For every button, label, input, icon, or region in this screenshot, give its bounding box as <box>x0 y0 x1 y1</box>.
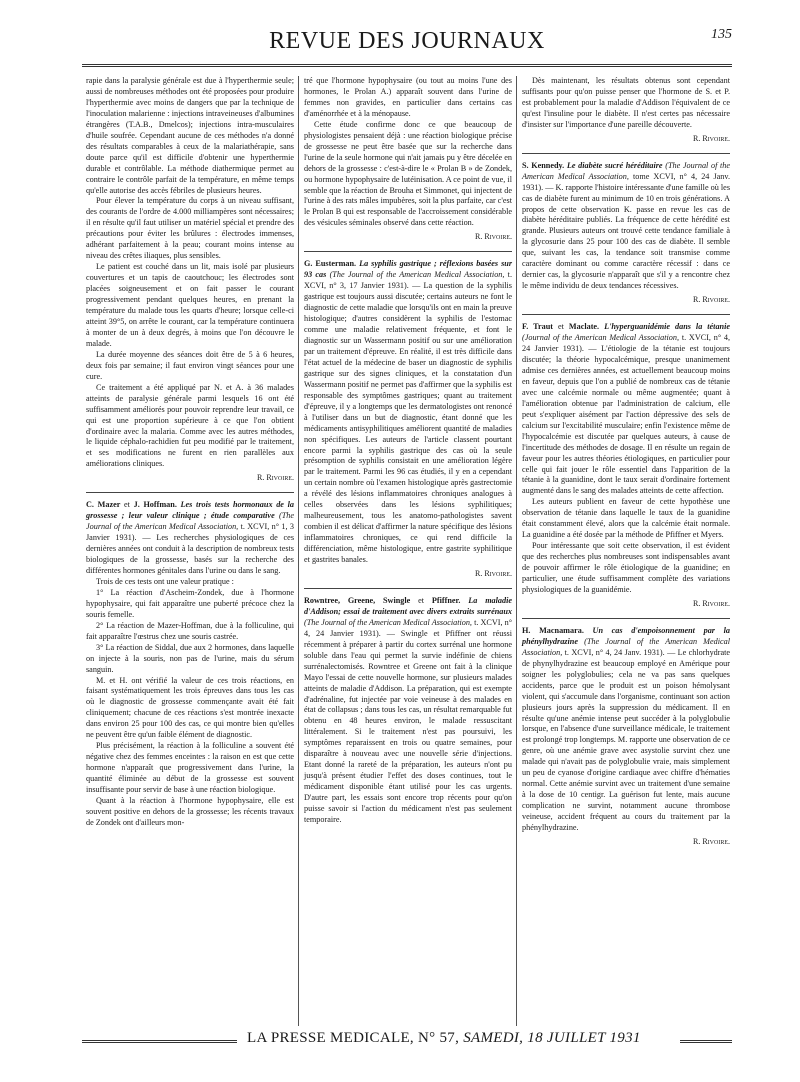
article-lead: — Le chlorhydrate de phynylhydrazine est beaucoup employé en Amérique pour soigner les polyglobulies; cela ne va pas sans quelques accidents, parce que le produit est un poison hémolysant violent, qui s'accumule dans l'organisme, continuant son action plusieurs jours après la suppression du médicament. Il en résulte qu'une anémie intense peut succéder à la polyglobulie lorsque, en l'absence d'une surveillance médicale, le traitement est prolongé trop longtemps. M. rapporte une observation de ce genre, où une anémie grave avec asystolie survint chez une malade qui n'avait pas de polyglobulie vraie, mais simplement un peu de cyanose d'origine cardiaque avec chiffre d'hématies normal. Cette anémie survint avec un traitement d'une semaine à la dose de 10 centigr. La guérison fut lente, mais aucune complication ne survint, notamment aucune thrombose veineuse, accident fréquent au cours du traitement par la phénylhydrazine. <box>522 647 731 833</box>
article-authors: J. Hoffman. <box>133 500 177 510</box>
article-mazer-hoffman <box>86 500 294 577</box>
author-signature: R. Rivoire. <box>474 232 512 242</box>
footer-date: SAMEDI, 18 JUILLET 1931 <box>463 1030 641 1046</box>
article-source: (The Journal of the American Medical Association, <box>86 511 294 532</box>
article-lead: — Les recherches physiologiques de ces dernières années ont conduit à la description de nombreux tests biologiques de la grossesse, basés sur la recherche des différentes hormones génitales dans l'urine ou dans le sang. <box>86 533 295 575</box>
article-source: (The Journal of the American Medical Association, <box>522 636 731 657</box>
article-macnamara <box>522 626 730 834</box>
article-source: (Journal of the American Medical Association, <box>522 333 680 343</box>
column-3 <box>522 76 730 850</box>
article-kennedy <box>522 161 730 292</box>
paragraph: Pour élever la température du corps à un niveau suffisant, des courants de l'ordre de 4.000 milliampères sont nécessaires; il en résulte qu'il faut utiliser un matériel spécial et prendre des précautions pour éviter les brûlures : électrodes immenses, adhérant parfaitement à la peau; courant moins intense au niveau des crêtes iliaques, plus sensibles. <box>86 196 294 261</box>
paragraph: Trois de ces tests ont une valeur pratique : <box>96 576 234 586</box>
column-1 <box>86 76 294 829</box>
article-separator <box>304 251 512 252</box>
conjunction: et <box>124 500 130 510</box>
paragraph: 1° La réaction d'Ascheim-Zondek, due à l'hormone hypophysaire, qui fait apparaître une puberté précoce chez la souris femelle. <box>86 587 294 619</box>
author-signature: R. Rivoire. <box>692 837 730 846</box>
article-title: La maladie d'Addison; essai de traitement avec divers extraits surrénaux <box>304 595 513 616</box>
article-title: Un cas d'empoisonnement par la phénylhydrazine <box>522 625 731 646</box>
article-separator <box>522 314 730 315</box>
column-divider <box>516 76 517 1026</box>
article-lead: — La question de la syphilis gastrique est toujours aussi discutée; certains auteurs ne font le diagnostic de cette maladie que lorsqu'ils ont en main la preuve histologique; d'autres considèrent la syphilis de l'estomac comme une maladie relativement fréquente, et font le diagnostic sur un Wassermann positif ou sur une amélioration par un traitement d'épreuve. En réalité, il est très difficile dans l'état actuel de la médecine de baser un diagnostic de syphilis gastrique sur des signes cliniques, et la constatation d'un Wassermann positif ne permet pas d'affirmer que la syphilis est responsable des symptômes gastriques; quant au traitement d'épreuve, il y a longtemps que les dermatologistes ont renoncé à l'utiliser dans un but de diagnostic, étant donné que les médicaments antisyphilitiques améliorent quantité de maladies non spécifiques. Les auteurs de l'article classent pourtant encore parmi la syphilis gastrique des cas où la seule présomption de syphilis consistait en une amélioration légère par le traitement. Parmi les 96 cas étudiés, il y en a cependant un certain nombre où l'examen histologique après gastrectomie a révélé des lésions inflammatoires chroniques analogues à celles observées dans les lésions syphilitiques; malheureusement, tous les anatomo-pathologistes savent combien il est délicat d'affirmer la nature spécifique des lésions inflammatoires chroniques, ce qui rend difficile la différenciation, même histologique, entre gastrite syphilitique et gastrites banales. <box>304 281 512 565</box>
footer-issue: N° 57, <box>418 1030 460 1046</box>
journal-section-title: REVUE DES JOURNAUX <box>269 28 545 54</box>
article-title: Le diabète sucré héréditaire <box>566 160 663 170</box>
article-reference: t. XVCI, n° 4, 24 Janvier 1931). <box>522 333 731 354</box>
article-source: (The Journal of the American Medical Association, <box>522 160 730 181</box>
column-2 <box>304 76 512 826</box>
article-source: (The Journal of the American Medical Association, <box>329 270 505 280</box>
article-separator <box>304 588 512 589</box>
article-reference: tome XCVI, n° 4, 24 Janv. 1931). <box>522 171 730 192</box>
paragraph: M. et H. ont vérifié la valeur de ces trois réactions, en faisant systématiquement les trois épreuves dans tous les cas où le diagnostic de grossesse commençante avait été fait cliniquement; chacune de ces réactions s'est montrée inexacte dans environ 25 pour 100 des cas, ce qui montre bien qu'elles ne peuvent être qu'un faible élément de diagnostic. <box>86 675 294 740</box>
conjunction: et <box>557 322 564 332</box>
footer-rule <box>680 1040 732 1043</box>
article-authors: H. Macnamara. <box>522 625 584 635</box>
article-separator <box>522 153 730 154</box>
paragraph: Les auteurs publient en faveur de cette hypothèse une observation de tétanie dans laquelle le taux de la guanidine était constamment élevé, alors que la calcémie était normale. La guanidine a été dosée par la méthode de Pfiffner et Myers. <box>522 497 730 540</box>
article-authors: S. Kennedy. <box>522 160 565 170</box>
author-signature: R. Rivoire. <box>692 295 730 305</box>
page-number: 135 <box>711 27 732 42</box>
author-signature: R. Rivoire. <box>256 473 294 483</box>
paragraph: 2° La réaction de Mazer-Hoffman, due à la folliculine, qui fait apparaître l'œstrus chez une souris castrée. <box>86 620 294 641</box>
paragraph: Le patient est couché dans un lit, mais isolé par plusieurs couvertures et un tapis de caoutchouc; les électrodes sont placées soigneusement et on fait passer le courant progressivement pendant quelques heures, en prenant la température du malade tous les quarts d'heure; lorsque celle-ci atteint 39°5, on arrête le courant, car la température continuera à monter de un à deux degrés, à moins que l'on découvre le malade. <box>86 262 294 348</box>
paragraph: Quant à la réaction à l'hormone hypophysaire, elle est souvent positive en dehors de la grossesse; les récents travaux de Zondek ont d'ailleurs mon- <box>86 796 294 827</box>
paragraph: Dès maintenant, les résultats obtenus sont cependant suffisants pour qu'on puisse penser que l'hormone de S. et P. est probablement pour la maladie d'Addison l'équivalent de ce qu'est l'insuline pour le diabète. Il n'est certes pas nécessaire d'insister sur l'importance d'une pareille découverte. <box>522 76 730 129</box>
page-footer <box>82 1030 732 1052</box>
article-reference: t. XCVI, n° 4, 24 Janv. 1931). <box>564 647 665 657</box>
article-source: (The Journal of the American Medical Association, <box>304 617 472 627</box>
article-traut-maclate <box>522 322 730 497</box>
article-lead: — K. rapporte l'histoire intéressante d'une famille où les cas de diabète furent au minimum de 10 en trois générations. A propos de cette observation K. passe en revue les cas de diabète héréditaire publiés. La fréquence de cette hérédité est grande. Plusieurs auteurs ont trouvé cette tendance familiale à la glycosurie dans 25 pour 100 des cas de diabète. Il semble que, suivant les cas, la tendance soit transmise comme caractère dominant ou comme caractère récessif : dans ce dernier cas, la glycosurie n'apparaît que s'il y a rencontre chez le même individu de deux tendances récessives. <box>522 182 731 291</box>
footer-text <box>247 1030 641 1047</box>
author-signature: R. Rivoire. <box>692 133 730 143</box>
paragraph: tré que l'hormone hypophysaire (ou tout au moins l'une des hormones, le Prolan A.) apparaît souvent dans l'urine de femmes non gravides, en particulier dans certains cas d'aménorrhée et à la ménopause. <box>304 76 512 118</box>
article-authors: Pfiffner. <box>431 595 461 605</box>
header-rule <box>82 64 732 67</box>
paragraph: Ce traitement a été appliqué par N. et A. à 36 malades atteints de paralysie générale parmi lesquels 16 ont été suffisamment améliorés pour pouvoir reprendre leur travail, ce qui est une proportion supérieure à ce que l'on obtient d'ordinaire avec la malaria. Comme avec les autres méthodes, le liquide céphalo-rachidien fut peu modifié par le traitement, et ses modifications ne furent en rien parallèles aux améliorations cliniques. <box>86 382 294 469</box>
paragraph: rapie dans la paralysie générale est due à l'hyperthermie seule; aussi de nombreuses méthodes ont été proposées pour produire l'hyperthermie avec moins de dangers que par la technique de l'inoculation malarienne : injections intraveineuses d'albumines étrangères (T.A.B., Dmelcos); injections intra-musculaires d'huile soufrée. Cependant aucune de ces méthodes n'a donné des résultats comparables à ceux de la malariathérapie, sans doute parce qu'il est difficile d'obtenir une hyperthermie durable et contrôlable. La méthode diathermique permet au contraire le contrôle parfait de la température, en même temps qu'elle autorise des accès fébriles de plusieurs heures. <box>86 76 294 195</box>
article-authors: C. Mazer <box>86 500 121 510</box>
article-eusterman <box>304 259 512 566</box>
paragraph: La durée moyenne des séances doit être de 5 à 6 heures, deux fois par semaine; il faut environ vingt séances pour une cure. <box>86 349 294 381</box>
footer-journal: LA PRESSE MEDICALE, <box>247 1030 414 1046</box>
article-separator <box>522 618 730 619</box>
paragraph: Cette étude confirme donc ce que beaucoup de physiologistes pensaient déjà : une réaction biologique précise de grossesse ne peut être basée que sur la recherche dans l'urine de la seule hormone qui n'ait jamais pu y être décelée en dehors de la grossesse : c'est-à-dire le « Prolan B » de Zondek, ou hormone hypophysaire de lutéinisation. A ce point de vue, il semble que la réaction de Brouha et Simmonet, qui injectent de l'urine à des rats mâles impubères, soit la plus parfaite, car c'est le Prolan B qui est responsable de l'accroissement considérable des vésicules séminales observé dans cette réaction. <box>304 119 512 228</box>
column-divider <box>298 76 299 1026</box>
article-authors: F. Traut <box>522 322 553 332</box>
author-signature: R. Rivoire. <box>474 568 512 578</box>
article-lead: — L'étiologie de la tétanie est toujours discutée; la théorie hypocalcémique, presque unanimement admise ces dernières années, est actuellement beaucoup moins en faveur, depuis que l'on a publié de nombreux cas de tétanie avec une calcémie normale ou même augmentée; quant à l'amélioration obtenue par l'administration de calcium, elle peut s'expliquer aisément par l'action dépressive des sels de calcium sur l'excitabilité musculaire; enfin l'existence même de l'hypocalcémie est discutée par quelques auteurs, à cause de l'incertitude des méthodes de dosage. Il en résulte un regain de faveur pour les autres théories étiologiques, en particulier pour celle qui fait jouer le rôle essentiel dans l'apparition de la tétanie à la guanidine, dont le taux serait d'ordinaire fortement augmenté dans le sang des malades atteints de cette affection. <box>522 344 730 496</box>
article-rowntree <box>304 596 512 826</box>
paragraph: Plus précisément, la réaction à la folliculine a souvent été négative chez des femmes enceintes : la raison en est que cette hormone n'apparaît que progressivement dans l'urine, la quantité éliminée au début de la grossesse est souvent insuffisante pour servir de base à une réaction biologique. <box>86 741 294 795</box>
article-lead: — Swingle et Pfiffner ont réussi récemment à préparer à partir du cortex surrénal une hormone soluble dans l'eau qui permet la survie indéfinie de chiens surrénalectomisés. Rowntree et Greene ont fait à la clinique Mayo l'essai de cette nouvelle hormone, sur plusieurs malades atteints de maladie d'Addison. La préparation, qui est exempte d'adrénaline, fut injectée par voie veineuse à des malades en état de collapsus ; dans tous les cas, un résultat remarquable fut obtenu en 48 heures environ, le malade ressuscitant littéralement. Si le traitement n'est pas poursuivi, les symptômes reparaissent en trois ou quatre semaines, pour disparaître à nouveau avec une nouvelle série d'injections. Etant donné la rareté de la préparation, les auteurs n'ont pu jusqu'à présent étudier l'effet des doses continues, tout le médicament disponible étant utilisé pour les cas urgents. D'autre part, les essais sont encore trop récents pour qu'on puisse savoir si l'action du médicament n'est pas seulement temporaire. <box>304 628 513 824</box>
article-reference: t. XCVI, n° 1, 3 Janvier 1931). <box>86 522 294 543</box>
author-signature: R. Rivoire. <box>692 598 730 608</box>
article-authors: G. Eusterman. <box>304 259 357 269</box>
page-header <box>82 20 732 60</box>
paragraph: 3° La réaction de Siddal, due aux 2 hormones, dans laquelle on injecte à la souris, non pas de l'urine, mais du sérum sanguin. <box>86 642 294 674</box>
article-authors: Maclate. <box>568 322 600 332</box>
article-title: La syphilis gastrique ; réflexions basées sur 93 cas <box>304 259 513 280</box>
article-separator <box>86 492 294 493</box>
article-title: Les trois tests hormonaux de la grossesse ; leur valeur clinique ; étude comparative <box>86 500 294 521</box>
conjunction: et <box>418 595 425 605</box>
article-reference: t. XCVI, n° 4, 24 Janvier 1931). <box>304 617 513 638</box>
paragraph: Pour intéressante que soit cette observation, il est évident que des recherches plus nombreuses sont indispensables avant de pouvoir affirmer le rôle étiologique de la guanidine; en particulier, une étude suffisamment complète des variations physiologiques de la guanidémie. <box>522 541 730 594</box>
article-reference: t. XCVI, n° 3, 17 Janvier 1931). <box>304 270 512 291</box>
footer-rule <box>82 1040 237 1043</box>
article-authors: Rowntree, Greene, Swingle <box>304 595 411 605</box>
article-title: L'hyperguanidémie dans la tétanie <box>604 322 731 332</box>
